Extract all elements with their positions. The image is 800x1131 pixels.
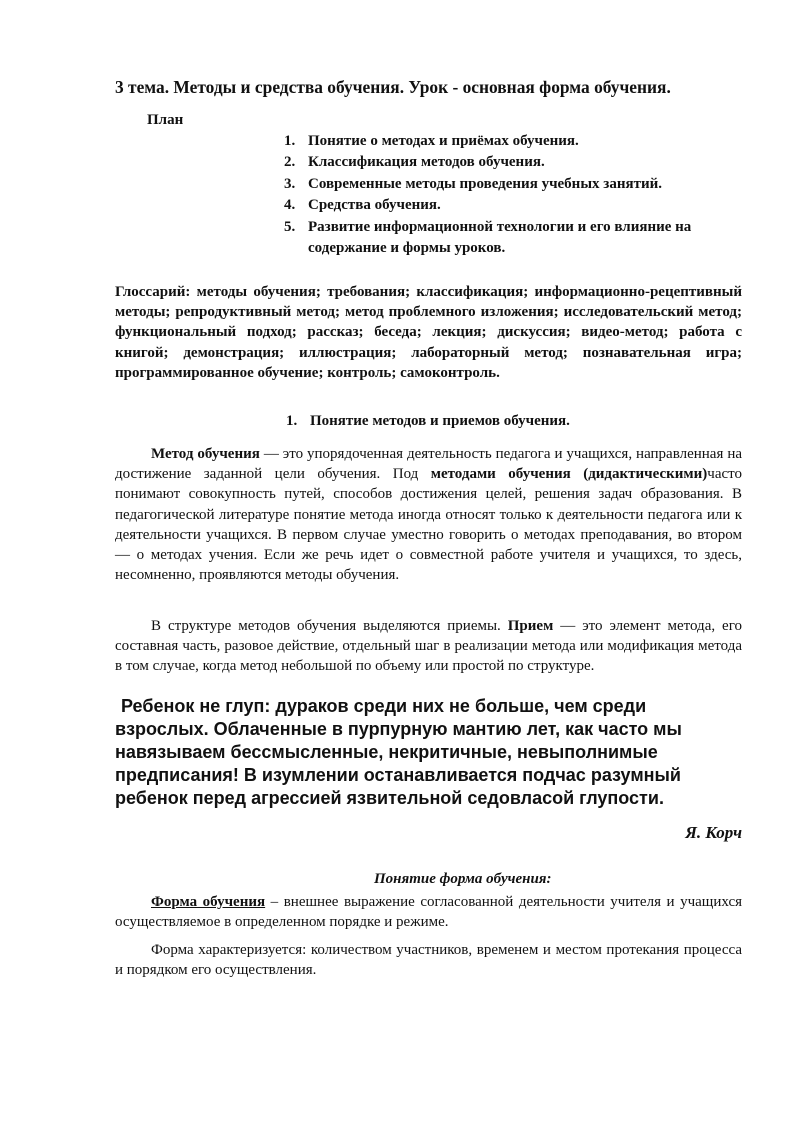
paragraph-text: — это упорядоченная деятельность педагога и учащихся, направленная на достижение заданной цели обучения. Под <box>115 446 743 483</box>
plan-item-text: Развитие информационной технологии и его влияние на содержание и формы уроков. <box>308 218 692 257</box>
plan-item-number: 1. <box>284 133 296 149</box>
term-methods: методами обучения (дидактическими) <box>430 466 708 483</box>
technique-paragraph <box>115 616 742 677</box>
plan-item-number: 5. <box>284 218 296 235</box>
method-definition-paragraph <box>115 444 742 585</box>
plan-list <box>284 131 744 259</box>
form-section-heading: Понятие форма обучения: <box>374 871 552 887</box>
plan-item-text: Современные методы проведения учебных занятий. <box>308 175 662 192</box>
plan-item-number: 4. <box>284 197 296 214</box>
form-definition-paragraph <box>115 892 742 932</box>
term-form: Форма обучения <box>151 894 266 910</box>
paragraph-text: – внешнее выражение согласованной деятельности учителя и учащихся осуществляемое в определенном порядке и режиме. <box>115 894 743 931</box>
plan-item <box>284 131 744 152</box>
plan-item <box>284 195 744 216</box>
plan-item-text: Понятие о методах и приёмах обучения. <box>308 133 579 149</box>
quote-author: Я. Корч <box>685 823 742 842</box>
term-technique: Прием <box>507 618 554 634</box>
form-characteristics-paragraph: Форма характеризуется: количеством участников, временем и местом протекания процесса и порядком его осуществления. <box>115 942 742 979</box>
plan-item <box>284 174 744 195</box>
plan-item-number: 3. <box>284 175 296 192</box>
page-title: 3 тема. Методы и средства обучения. Урок - основная форма обучения. <box>115 77 671 97</box>
section-number: 1. <box>286 413 298 429</box>
plan-item <box>284 217 744 260</box>
plan-item-text: Средства обучения. <box>308 197 441 214</box>
plan-item <box>284 152 744 173</box>
glossary: Глоссарий: методы обучения; требования; классификация; информационно-рецептивный методы; репродуктивный метод; метод проблемного изложения; исследовательский метод; функциональный подход; рассказ; беседа; лекция; дискуссия; видео-метод; работа с книгой; демонстрация; иллюстрация; лабораторный метод; познавательная игра; программированное обучение; контроль; самоконтроль. <box>115 284 742 381</box>
plan-item-text: Классификация методов обучения. <box>308 154 545 171</box>
paragraph-text: часто понимают совокупность путей, способов достижения целей, решения задач образования. В педагогической литературе понятие метода иногда относят только к деятельности педагога или к деятельности учащихся. В первом случае уместно говорить о методах преподавания, во втором — о методах учения. Если же речь идет о совместной работе учителя и учащихся, то здесь, несомненно, проявляются методы обучения. <box>115 466 742 584</box>
epigraph-quote: Ребенок не глуп: дураков среди них не больше, чем среди взрослых. Облаченные в пурпурную мантию лет, как часто мы навязываем бессмысленные, некритичные, невыполнимые предписания! В изумлении останавливается подчас разумный ребенок перед агрессией язвительной седовласой глупости. <box>115 696 682 808</box>
plan-item-number: 2. <box>284 154 296 171</box>
term-method: Метод обучения <box>151 446 260 462</box>
paragraph-text: — это элемент метода, его составная часть, разовое действие, отдельный шаг в реализации метода или модификация метода в том случае, когда метод небольшой по объему или простой по структуре. <box>115 618 742 675</box>
section-heading <box>286 411 570 432</box>
section-title: Понятие методов и приемов обучения. <box>310 413 570 429</box>
plan-heading: План <box>147 112 184 128</box>
paragraph-text: В структуре методов обучения выделяются приемы. <box>151 618 508 634</box>
